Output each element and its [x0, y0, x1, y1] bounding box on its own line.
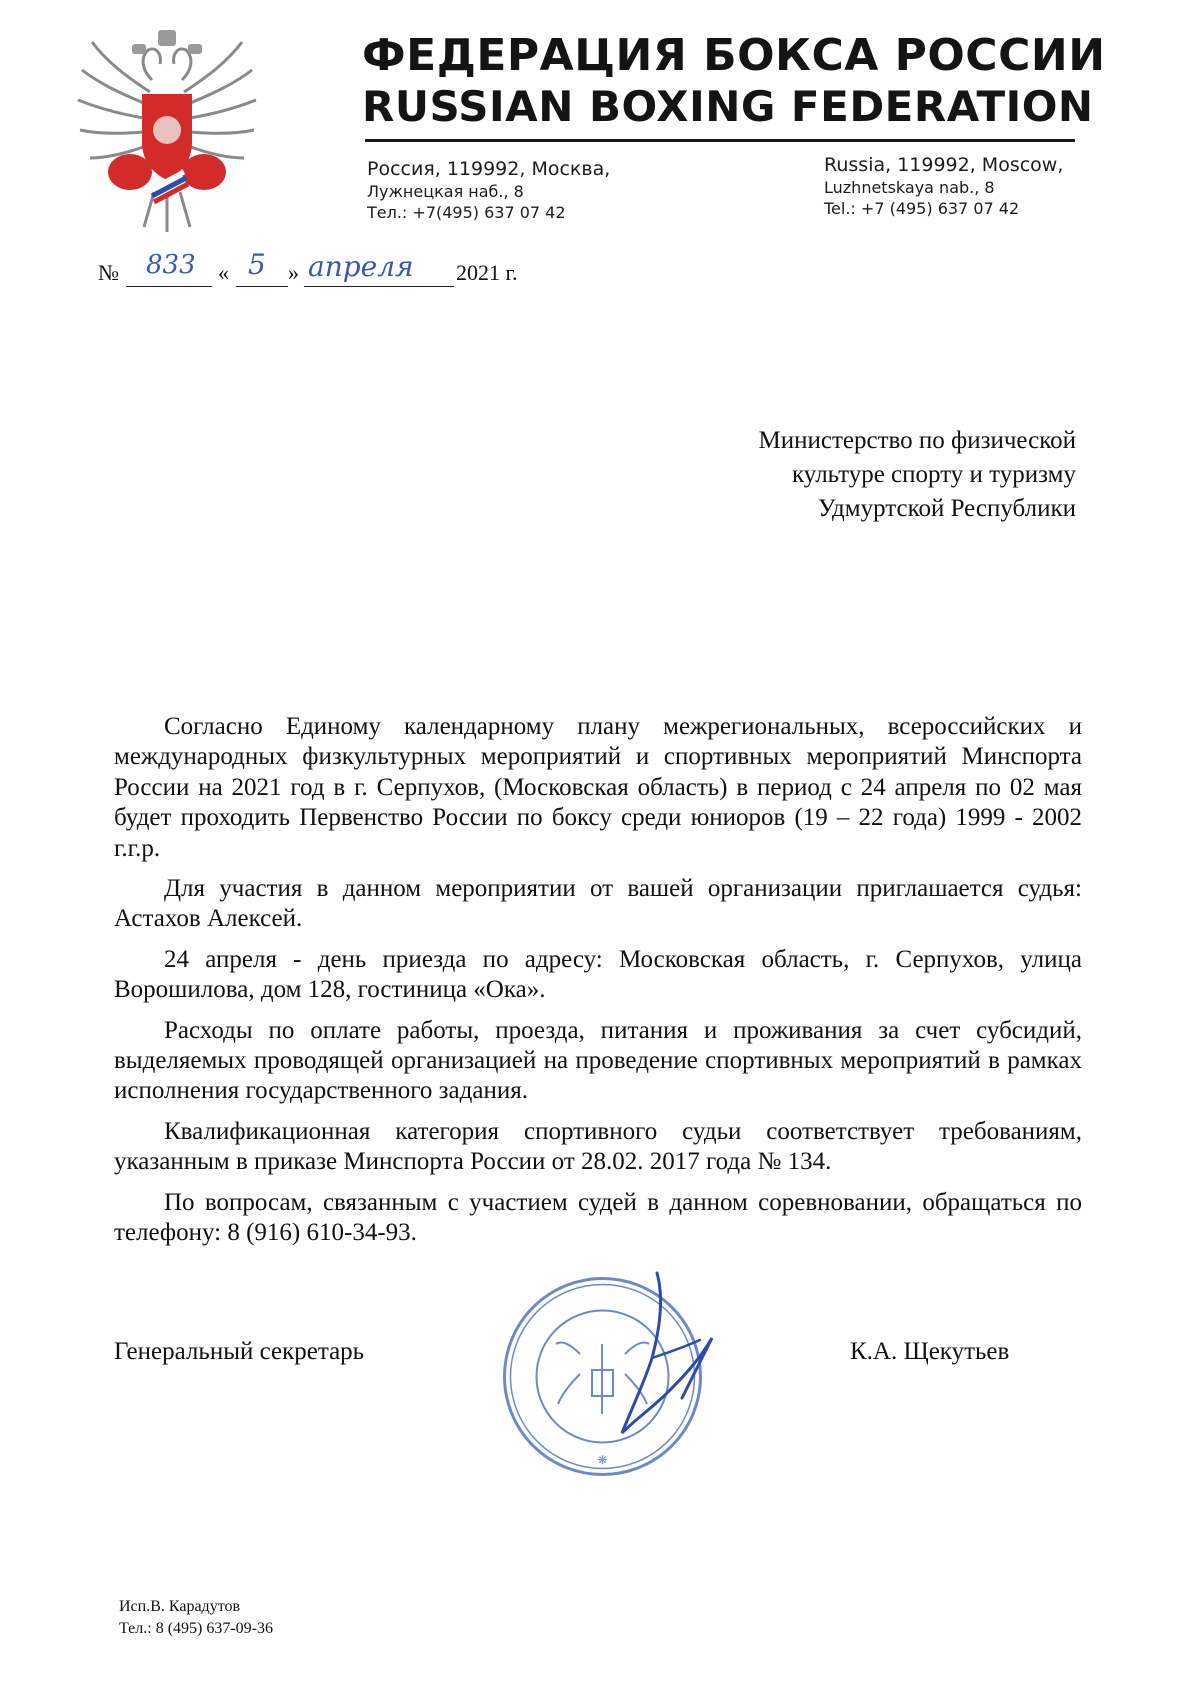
body-paragraph-6: По вопросам, связанным с участием судей в данном соревновании, обращаться по телефону: 8 (916) 610-34-93. — [114, 1188, 1082, 1247]
address-en-line1: Russia, 119992, Moscow, — [824, 154, 1064, 176]
addressee-line2: культуре спорту и туризму — [792, 461, 1076, 488]
body-paragraph-4: Расходы по оплате работы, проезда, питания и проживания за счет субсидий, выделяемых проводящей организацией на проведение спортивных мероприятий в рамках исполнения государственного задания. — [114, 1016, 1082, 1105]
body-paragraph-1: Согласно Единому календарному плану межрегиональных, всероссийских и международных физкультурных мероприятий и спортивных мероприятий Минспорта России на 2021 год в г. Серпухов, (Московская область) в период с 24 апреля по 02 мая будет проходить Первенство России по боксу среди юниоров (19 – 22 года) 1999 - 2002 г.г.р. — [114, 713, 1082, 862]
date-year: 2021 г. — [456, 260, 518, 285]
letterhead-divider — [365, 139, 1075, 142]
document-number: 833 — [146, 250, 196, 280]
handwritten-signature-icon — [612, 1268, 722, 1448]
signatory-title: Генеральный секретарь — [114, 1338, 365, 1365]
date-day: 5 — [248, 248, 266, 281]
double-headed-eagle-emblem-icon — [72, 22, 262, 237]
executor-phone: Тел.: 8 (495) 637-09-36 — [119, 1620, 274, 1637]
executor-footer — [119, 1596, 273, 1640]
addressee-line1: Министерство по физической — [758, 427, 1076, 454]
org-name-en: RUSSIAN BOXING FEDERATION — [362, 82, 1094, 131]
addressee-block — [759, 424, 1077, 526]
address-ru-line3: Тел.: +7(495) 637 07 42 — [367, 203, 566, 222]
executor-name: Исп.В. Карадутов — [119, 1598, 241, 1615]
date-open-quote: « — [218, 260, 229, 285]
addressee-line3: Удмуртской Республики — [817, 495, 1076, 522]
letter-body — [114, 712, 1082, 1249]
org-name-ru: ФЕДЕРАЦИЯ БОКСА РОССИИ — [362, 30, 1106, 81]
address-en-line2: Luzhnetskaya nab., 8 — [824, 178, 995, 197]
number-sign: № — [98, 260, 119, 285]
address-en-line3: Tel.: +7 (495) 637 07 42 — [824, 199, 1020, 218]
address-en — [824, 154, 1063, 218]
date-month: апреля — [308, 250, 414, 283]
address-ru-line1: Россия, 119992, Москва, — [367, 158, 611, 180]
address-ru — [367, 158, 610, 222]
signatory-name: К.А. Щекутьев — [850, 1338, 1010, 1365]
address-ru-line2: Лужнецкая наб., 8 — [367, 182, 524, 201]
svg-text:❋: ❋ — [597, 1453, 608, 1467]
date-close-quote: » — [288, 260, 299, 285]
body-paragraph-2: Для участия в данном мероприятии от вашей организации приглашается судья: Астахов Алексей. — [114, 875, 1082, 933]
document-number-date-line — [98, 250, 568, 290]
body-paragraph-3: 24 апреля - день приезда по адресу: Московская область, г. Серпухов, улица Ворошилова, дом 128, гостиница «Ока». — [114, 945, 1082, 1004]
body-paragraph-5: Квалификационная категория спортивного судьи соответствует требованиям, указанным в приказе Минспорта России от 28.02. 2017 года № 134. — [114, 1117, 1082, 1176]
